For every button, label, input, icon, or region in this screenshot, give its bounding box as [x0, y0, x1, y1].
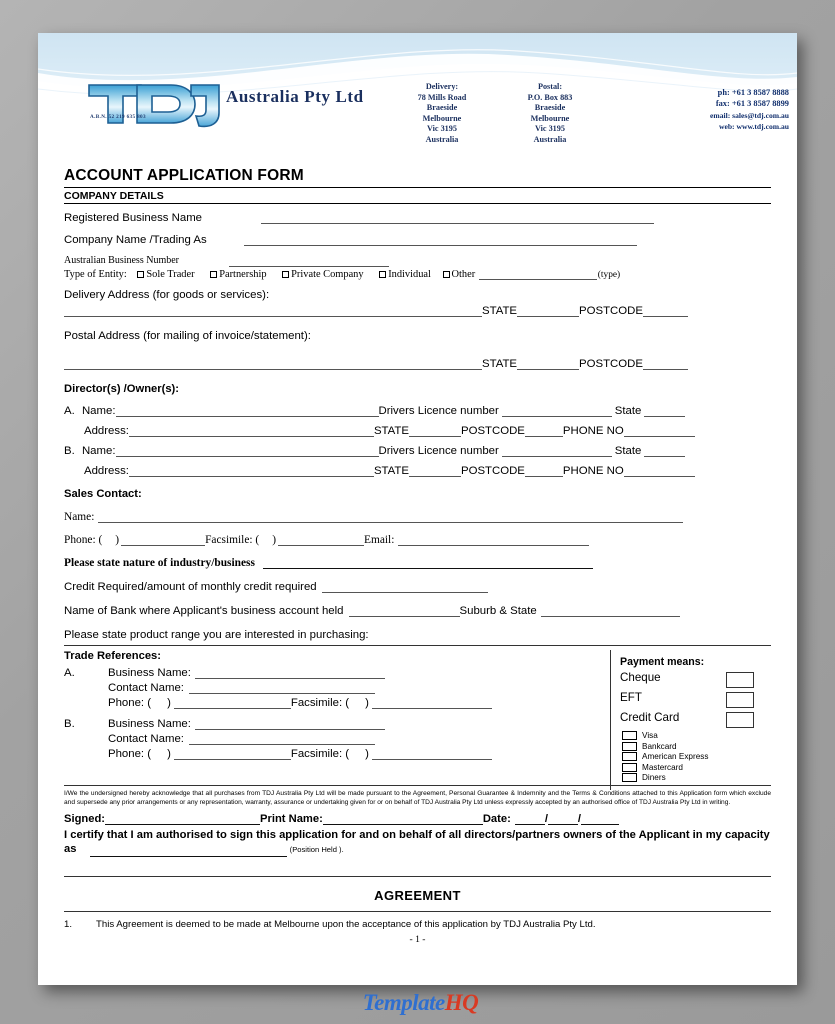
company-trading-name-input[interactable] — [244, 235, 637, 246]
abn-label: Australian Business Number — [64, 255, 179, 266]
card-row-diners — [620, 773, 772, 784]
registered-business-name-input[interactable] — [261, 213, 654, 224]
agreement-item-number: 1. — [64, 919, 73, 931]
card-label-mastercard: Mastercard — [642, 762, 683, 772]
director-a-state2-label: STATE — [373, 425, 409, 437]
agreement-title: AGREEMENT — [374, 888, 461, 904]
abn-text: A.B.N. 52 219 635 803 — [90, 114, 146, 120]
sales-name-label: Name: — [64, 511, 95, 523]
ref-a-contact-input[interactable] — [189, 683, 375, 694]
form-title: ACCOUNT APPLICATION FORM — [64, 167, 304, 184]
ref-a-phone-label: Phone: ( — [108, 697, 152, 709]
director-b-name-input[interactable] — [116, 446, 379, 457]
card-row-visa — [620, 731, 772, 742]
date-year-input[interactable] — [581, 814, 619, 825]
payment-checkbox-credit-card[interactable] — [726, 712, 754, 728]
title-rule — [64, 187, 771, 188]
director-b-state2-input[interactable] — [409, 466, 461, 477]
industry-input[interactable] — [263, 558, 593, 569]
declaration-fineprint: I/We the undersigned hereby acknowledge that all purchases from TDJ Australia Pty Ltd will be made pursuant to the Agreement, Personal Guarantee & Indemnity and the Terms & Conditions attached to this Application form which exclude and supersede any prior arrangements or any representation, warranty, assurance or undertaking given for or on behalf of TDJ Australia Pty Ltd unless expressly accepted by an authorised office of TDJ Australia Pty Ltd in writing. — [64, 790, 771, 806]
product-range-label: Please state product range you are interested in purchasing: — [64, 629, 369, 641]
director-a-name-label: Name: — [81, 405, 116, 417]
delivery-state-input[interactable] — [517, 306, 579, 317]
director-b-state2-label: STATE — [373, 465, 409, 477]
director-b-postcode-input[interactable] — [525, 466, 563, 477]
delivery-address-input[interactable] — [64, 306, 482, 317]
fax-text: fax: +61 3 8587 8899 — [715, 99, 789, 109]
entity-type-suffix: (type) — [597, 270, 621, 280]
sales-fax-label: Facsimile: ( — [205, 534, 260, 546]
director-b-name-label: Name: — [81, 445, 116, 457]
trade-references-heading: Trade References: — [64, 650, 162, 662]
director-a-name-input[interactable] — [116, 406, 379, 417]
declaration-top-rule — [64, 785, 771, 786]
director-b-state-input[interactable] — [644, 446, 685, 457]
entity-option-0: Sole Trader — [146, 269, 195, 280]
abn-input[interactable] — [229, 256, 389, 267]
card-checkbox-mastercard[interactable] — [622, 763, 637, 772]
postal-address-input[interactable] — [64, 359, 482, 370]
director-b-postcode-label: POSTCODE — [460, 465, 525, 477]
ref-b-phone-label: Phone: ( — [108, 748, 152, 760]
date-month-input[interactable] — [548, 814, 578, 825]
payment-label-cheque: Cheque — [620, 671, 661, 684]
postal-state-input[interactable] — [517, 359, 579, 370]
contact-block — [614, 87, 789, 133]
ref-a-business-label: Business Name: — [108, 667, 191, 679]
director-b-licence-label: Drivers Licence number — [378, 445, 499, 457]
postal-line-4: Australia — [533, 134, 567, 144]
agreement-rule — [64, 911, 771, 912]
director-b-phone-input[interactable] — [624, 466, 695, 477]
suburb-state-label: Suburb & State — [459, 605, 537, 617]
entity-option-2: Private Company — [291, 269, 364, 280]
credit-required-label: Credit Required/amount of monthly credit required — [64, 581, 317, 593]
postal-line-0: P.O. Box 883 — [527, 92, 573, 102]
director-a-licence-label: Drivers Licence number — [378, 405, 499, 417]
bank-name-input[interactable] — [349, 606, 460, 617]
card-checkbox-american-express[interactable] — [622, 752, 637, 761]
print-name-label: Print Name: — [260, 813, 323, 826]
card-checkbox-diners[interactable] — [622, 773, 637, 782]
payment-means-heading: Payment means: — [620, 656, 705, 668]
ref-b-contact-label: Contact Name: — [108, 733, 184, 745]
delivery-line-2: Melbourne — [422, 113, 462, 123]
card-row-amex — [620, 752, 772, 763]
position-held-input[interactable] — [90, 846, 287, 857]
sales-contact-heading: Sales Contact: — [64, 488, 142, 500]
signed-label: Signed: — [64, 813, 106, 826]
signed-input[interactable] — [105, 814, 260, 825]
ref-a-phone-input[interactable] — [174, 698, 291, 709]
agreement-top-rule — [64, 876, 771, 877]
trade-references-section: Trade References: A. Business Name: Contact Name: Phone: ( ) Facsimile: ( ) B. Business Name: Contact Name: Phone: ( ) Facsimile: ( ) Payment means: Cheque EFT Credit Card Visa Bankcard American Express Mastercard Diners — [64, 650, 771, 785]
industry-label: Please state nature of industry/business — [64, 557, 255, 569]
letterhead — [38, 75, 797, 167]
web-text: web: www.tdj.com.au — [718, 122, 789, 132]
payment-checkbox-cheque[interactable] — [726, 672, 754, 688]
payment-row-cheque — [620, 671, 772, 691]
company-details-rule — [64, 203, 771, 204]
card-label-diners: Diners — [642, 773, 666, 782]
entity-other-input[interactable] — [479, 269, 597, 280]
postal-heading: Postal: — [537, 82, 563, 91]
payment-row-credit-card — [620, 711, 772, 731]
delivery-line-3: Vic 3195 — [427, 124, 457, 134]
delivery-address-label: Delivery Address (for goods or services): — [64, 289, 270, 301]
sales-fax-close: ) — [272, 534, 276, 546]
payment-means-panel — [620, 656, 772, 784]
position-held-label: (Position Held ). — [289, 845, 344, 855]
director-a-key: A. — [64, 405, 75, 417]
card-row-mastercard — [620, 763, 772, 774]
agreement-item-1 — [64, 919, 771, 930]
postal-address-label: Postal Address (for mailing of invoice/statement): — [64, 330, 311, 342]
director-a-licence-input[interactable] — [502, 406, 612, 417]
card-checkbox-visa[interactable] — [622, 731, 637, 740]
payment-row-eft — [620, 691, 772, 711]
entity-option-3: Individual — [388, 269, 431, 280]
sales-phone-label: Phone: ( — [64, 534, 103, 546]
agreement-item-text: This Agreement is deemed to be made at Melbourne upon the acceptance of this application by TDJ Australia Pty Ltd. — [96, 919, 596, 931]
ref-a-key: A. — [64, 667, 75, 679]
directors-heading: Director(s) /Owner(s): — [64, 383, 179, 395]
registered-business-name-label: Registered Business Name — [64, 212, 203, 224]
checkbox-partnership[interactable] — [210, 271, 217, 278]
card-row-bankcard — [620, 742, 772, 753]
director-b-licence-input[interactable] — [502, 446, 612, 457]
suburb-state-input[interactable] — [541, 606, 680, 617]
templatehq-watermark — [318, 986, 523, 1020]
company-trading-name-label: Company Name /Trading As — [64, 234, 207, 246]
watermark-part2: HQ — [444, 990, 479, 1015]
certify-statement — [64, 828, 771, 857]
delivery-postcode-input[interactable] — [643, 306, 688, 317]
watermark-part1: Template — [362, 990, 445, 1015]
director-b-key: B. — [64, 445, 75, 457]
director-b-state-label: State — [614, 445, 642, 457]
postal-postcode-label: POSTCODE — [579, 358, 643, 370]
print-name-input[interactable] — [323, 814, 483, 825]
payment-checkbox-eft[interactable] — [726, 692, 754, 708]
delivery-address-block — [392, 82, 492, 146]
credit-required-input[interactable] — [322, 582, 488, 593]
director-b-address-label: Address: — [84, 465, 129, 477]
payment-top-rule — [610, 645, 771, 646]
email-text: email: sales@tdj.com.au — [710, 110, 789, 120]
sales-phone-close: ) — [115, 534, 120, 546]
postal-line-3: Vic 3195 — [535, 124, 565, 134]
page-number: - 1 - — [409, 934, 426, 946]
card-label-visa: Visa — [642, 731, 658, 740]
director-a-state-input[interactable] — [644, 406, 685, 417]
ref-a-contact-label: Contact Name: — [108, 682, 184, 694]
delivery-postcode-label: POSTCODE — [579, 305, 643, 317]
signature-row: Signed: Print Name: Date: / / — [64, 813, 771, 825]
delivery-state-label: STATE — [482, 305, 518, 317]
payment-label-eft: EFT — [620, 691, 642, 704]
checkbox-sole-trader[interactable] — [137, 271, 144, 278]
postal-address-block — [500, 82, 600, 146]
ref-b-business-input[interactable] — [195, 719, 385, 730]
sales-phone-input[interactable] — [121, 535, 205, 546]
director-b-address-input[interactable] — [129, 466, 374, 477]
sales-email-label: Email: — [364, 534, 395, 546]
delivery-line-4: Australia — [425, 134, 459, 144]
ref-b-key: B. — [64, 718, 75, 730]
postal-postcode-input[interactable] — [643, 359, 688, 370]
director-a-state-label: State — [614, 405, 642, 417]
sales-email-input[interactable] — [398, 535, 589, 546]
certify-text: I certify that I am authorised to sign this application for and on behalf of all directors/partners owners of the Applicant in my capacity as — [64, 829, 770, 856]
sales-name-input[interactable] — [98, 512, 683, 523]
delivery-heading: Delivery: — [425, 82, 459, 91]
ref-a-business-input[interactable] — [195, 668, 385, 679]
form-body — [38, 167, 797, 945]
postal-line-2: Melbourne — [530, 113, 570, 123]
payment-label-credit-card: Credit Card — [620, 711, 680, 724]
director-b-phone-label: PHONE NO — [562, 465, 624, 477]
checkbox-individual[interactable] — [379, 271, 386, 278]
card-label-bankcard: Bankcard — [642, 741, 677, 751]
date-day-input[interactable] — [515, 814, 545, 825]
card-checkbox-bankcard[interactable] — [622, 742, 637, 751]
ref-a-fax-label: Facsimile: ( — [290, 697, 350, 709]
ref-b-fax-input[interactable] — [372, 749, 492, 760]
delivery-line-0: 78 Mills Road — [417, 92, 467, 102]
sales-fax-input[interactable] — [278, 535, 364, 546]
ref-b-phone-input[interactable] — [174, 749, 291, 760]
postal-line-1: Braeside — [534, 103, 566, 113]
ref-b-contact-input[interactable] — [189, 734, 375, 745]
ref-a-fax-input[interactable] — [372, 698, 492, 709]
checkbox-private-company[interactable] — [282, 271, 289, 278]
card-label-american-express: American Express — [642, 752, 709, 761]
entity-option-4: Other — [451, 269, 476, 280]
director-a-postcode-input[interactable] — [525, 426, 563, 437]
bank-name-label: Name of Bank where Applicant's business account held — [64, 605, 344, 617]
director-a-phone-label: PHONE NO — [562, 425, 624, 437]
director-a-postcode-label: POSTCODE — [460, 425, 525, 437]
company-details-heading: COMPANY DETAILS — [64, 190, 164, 202]
entity-label: Type of Entity: — [64, 269, 127, 280]
company-name: Australia Pty Ltd — [226, 87, 364, 106]
director-a-phone-input[interactable] — [624, 426, 695, 437]
director-a-address-label: Address: — [84, 425, 129, 437]
tdj-logo — [83, 79, 238, 131]
entity-option-1: Partnership — [219, 269, 267, 280]
delivery-line-1: Braeside — [426, 103, 458, 113]
director-a-state2-input[interactable] — [409, 426, 461, 437]
postal-state-label: STATE — [482, 358, 518, 370]
date-label: Date: — [482, 813, 511, 826]
ref-b-business-label: Business Name: — [108, 718, 191, 730]
phone-text: ph: +61 3 8587 8888 — [717, 88, 789, 97]
director-a-address-input[interactable] — [129, 426, 374, 437]
document-page — [38, 33, 797, 985]
ref-b-fax-label: Facsimile: ( — [290, 748, 350, 760]
checkbox-other[interactable] — [443, 271, 450, 278]
